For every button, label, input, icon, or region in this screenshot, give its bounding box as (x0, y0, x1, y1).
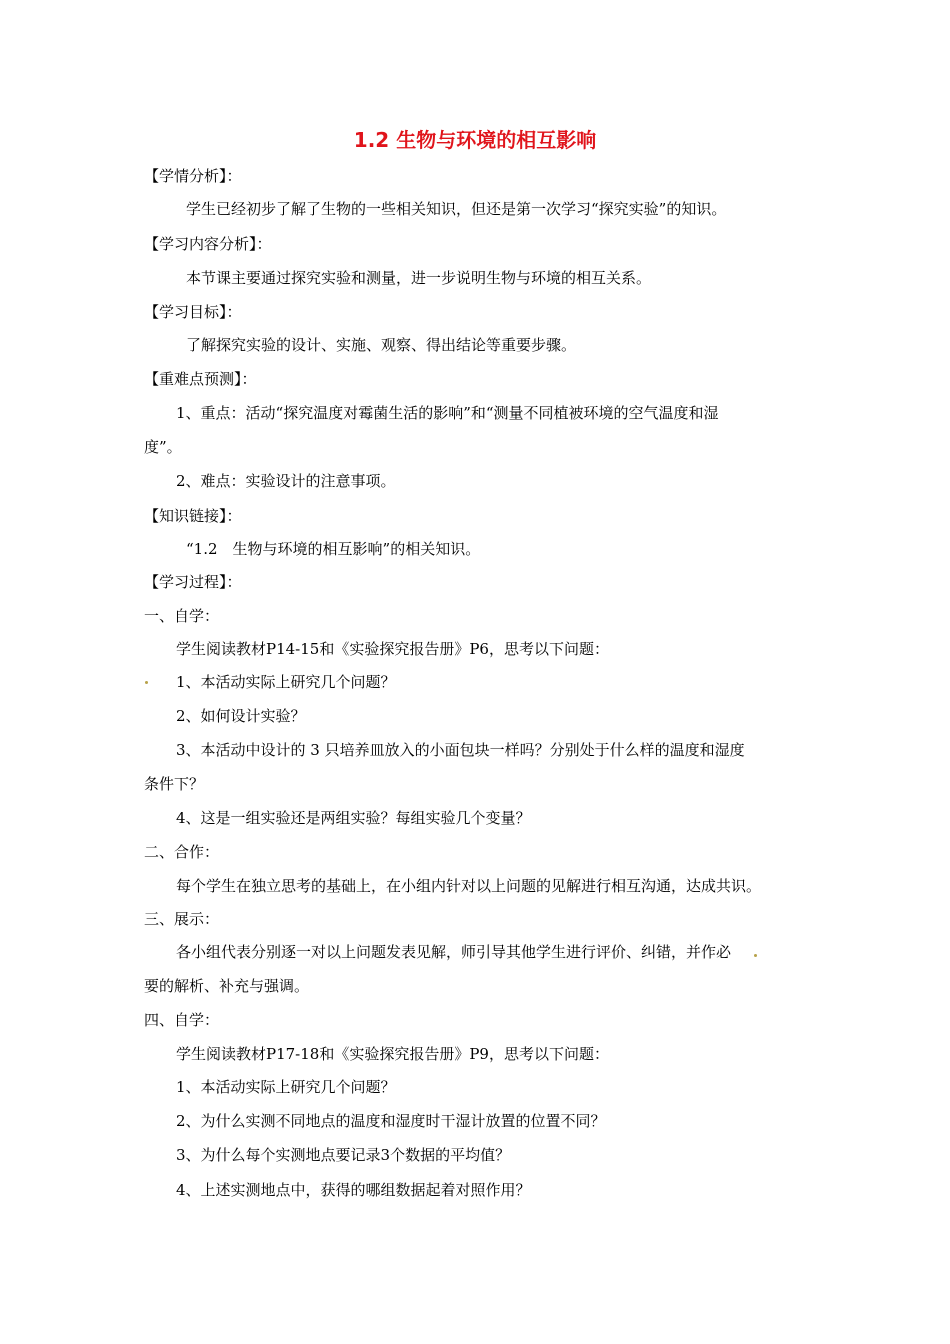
step-1-question-3-continued: 条件下？ (144, 775, 205, 793)
key-point-1-continued: 度”。 (144, 438, 182, 456)
step-3-heading: 三、展示： (144, 910, 220, 928)
step-4-question-4: 4、上述实测地点中，获得的哪组数据起着对照作用？ (176, 1181, 531, 1199)
step-1-heading: 一、自学： (144, 607, 220, 625)
key-point-2: 2、难点：实验设计的注意事项。 (176, 472, 396, 490)
step-1-question-4: 4、这是一组实验还是两组实验？每组实验几个变量？ (176, 809, 531, 827)
step-3-text-continued: 要的解析、补充与强调。 (144, 977, 310, 995)
section-heading-learner-analysis: 【学情分析】： (144, 167, 242, 185)
paragraph-knowledge-link: “1.2 生物与环境的相互影响”的相关知识。 (186, 540, 481, 558)
step-2-text: 每个学生在独立思考的基础上，在小组内针对以上问题的见解进行相互沟通，达成共识。 (176, 877, 762, 895)
step-1-question-3: 3、本活动中设计的 3 只培养皿放入的小面包块一样吗？分别处于什么样的温度和湿度 (176, 741, 745, 759)
page-title: 1.2 生物与环境的相互影响 (353, 128, 597, 152)
step-4-heading: 四、自学： (144, 1011, 220, 1029)
step-1-question-2: 2、如何设计实验？ (176, 707, 306, 725)
section-heading-learning-process: 【学习过程】： (144, 573, 242, 591)
step-4-intro: 学生阅读教材P17-18和《实验探究报告册》P9，思考以下问题： (176, 1045, 609, 1063)
step-3-text: 各小组代表分别逐一对以上问题发表见解，师引导其他学生进行评价、纠错，并作必 (176, 943, 732, 961)
paragraph-objectives: 了解探究实验的设计、实施、观察、得出结论等重要步骤。 (186, 336, 577, 354)
speck-mark (145, 681, 148, 684)
paragraph-learner-analysis: 学生已经初步了解了生物的一些相关知识，但还是第一次学习“探究实验”的知识。 (186, 200, 727, 218)
section-heading-content-analysis: 【学习内容分析】： (144, 235, 272, 253)
step-1-intro: 学生阅读教材P14-15和《实验探究报告册》P6，思考以下问题： (176, 640, 609, 658)
key-point-1: 1、重点：活动“探究温度对霉菌生活的影响”和“测量不同植被环境的空气温度和湿 (176, 404, 719, 422)
step-4-question-3: 3、为什么每个实测地点要记录3个数据的平均值？ (176, 1146, 511, 1164)
step-2-heading: 二、合作： (144, 843, 220, 861)
step-4-question-2: 2、为什么实测不同地点的温度和湿度时干湿计放置的位置不同？ (176, 1112, 606, 1130)
section-heading-objectives: 【学习目标】： (144, 303, 242, 321)
section-heading-knowledge-link: 【知识链接】： (144, 507, 242, 525)
step-4-question-1: 1、本活动实际上研究几个问题？ (176, 1078, 396, 1096)
step-1-question-1: 1、本活动实际上研究几个问题？ (176, 673, 396, 691)
speck-mark (754, 954, 757, 957)
section-heading-key-points: 【重难点预测】： (144, 370, 257, 388)
paragraph-content-analysis: 本节课主要通过探究实验和测量，进一步说明生物与环境的相互关系。 (186, 269, 652, 287)
